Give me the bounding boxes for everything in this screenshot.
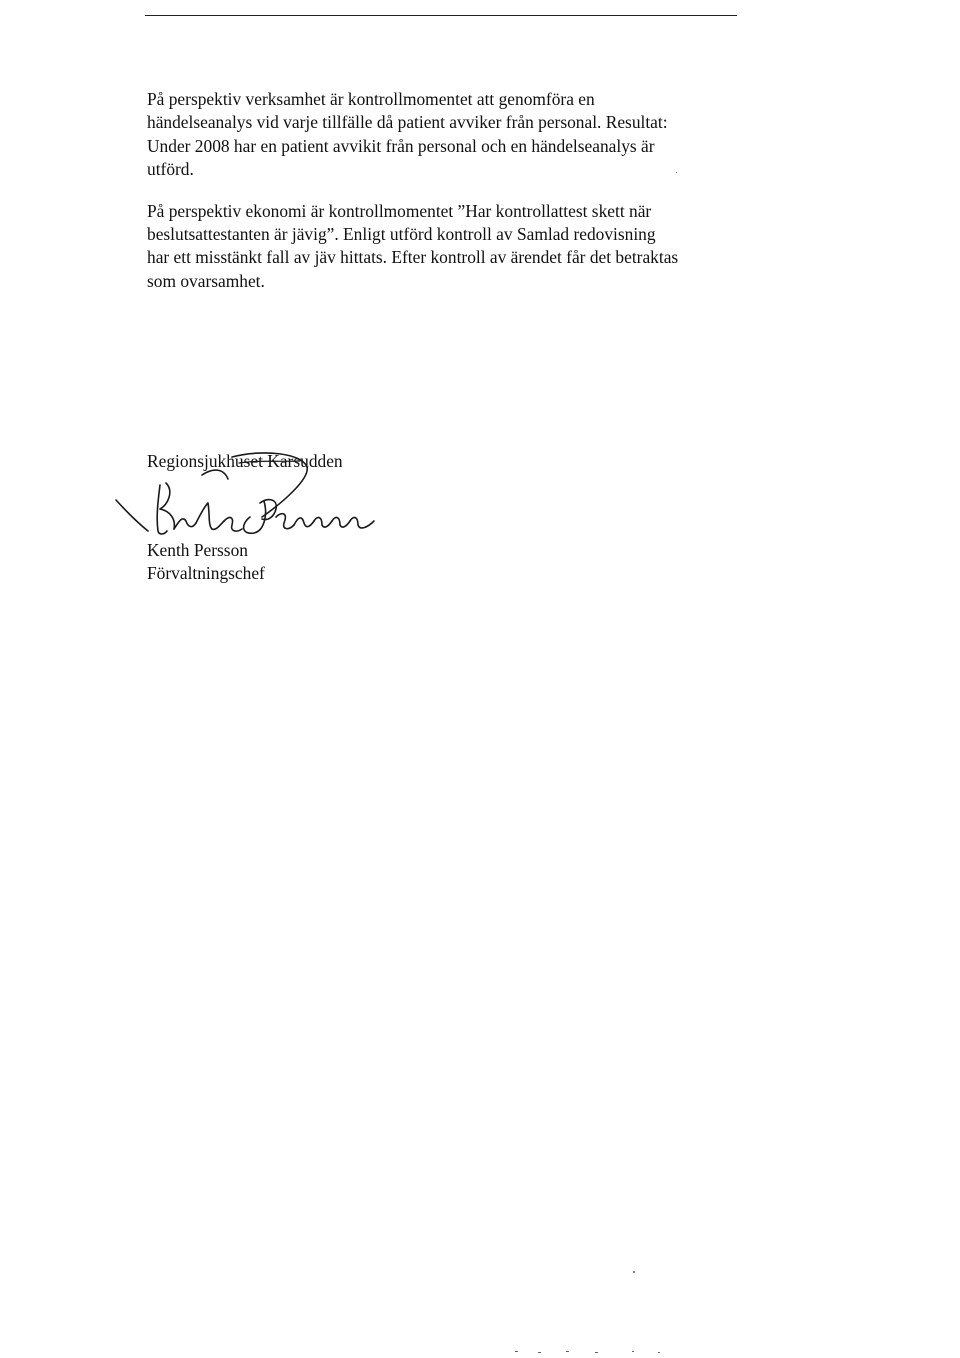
scan-speck xyxy=(566,1351,569,1352)
scan-speck xyxy=(595,1352,598,1353)
scan-speck xyxy=(676,172,677,173)
text-line: På perspektiv verksamhet är kontrollmomentet att genomföra en xyxy=(147,89,595,109)
paragraph-ekonomi xyxy=(147,200,767,294)
text-line: som ovarsamhet. xyxy=(147,270,265,291)
text-line: utförd. xyxy=(147,159,194,180)
text-line: beslutsattestanten är jävig”. Enligt utförd kontroll av Samlad redovisning xyxy=(147,224,656,245)
scan-speck xyxy=(515,1351,518,1352)
signatory-title: Förvaltningschef xyxy=(147,563,265,584)
text-line: Under 2008 har en patient avvikit från personal och en händelseanalys är xyxy=(147,135,655,156)
body-text xyxy=(147,88,767,311)
text-line: På perspektiv ekonomi är kontrollmomentet ”Har kontrollattest skett när xyxy=(147,200,652,221)
paragraph-verksamhet xyxy=(147,88,767,182)
signatory-name: Kenth Persson xyxy=(147,540,248,560)
scan-speck xyxy=(538,1352,541,1353)
scan-speck xyxy=(632,1351,634,1352)
text-line: har ett misstänkt fall av jäv hittats. Efter kontroll av ärendet får det betraktas xyxy=(147,247,679,268)
signature-block xyxy=(147,539,265,586)
scan-speck xyxy=(633,1271,635,1273)
text-line: händelseanalys vid varje tillfälle då patient avviker från personal. Resultat: xyxy=(147,112,668,133)
organization-name: Regionsjukhuset Karsudden xyxy=(147,451,343,471)
scan-speck xyxy=(658,1352,660,1353)
header-rule xyxy=(145,15,737,16)
